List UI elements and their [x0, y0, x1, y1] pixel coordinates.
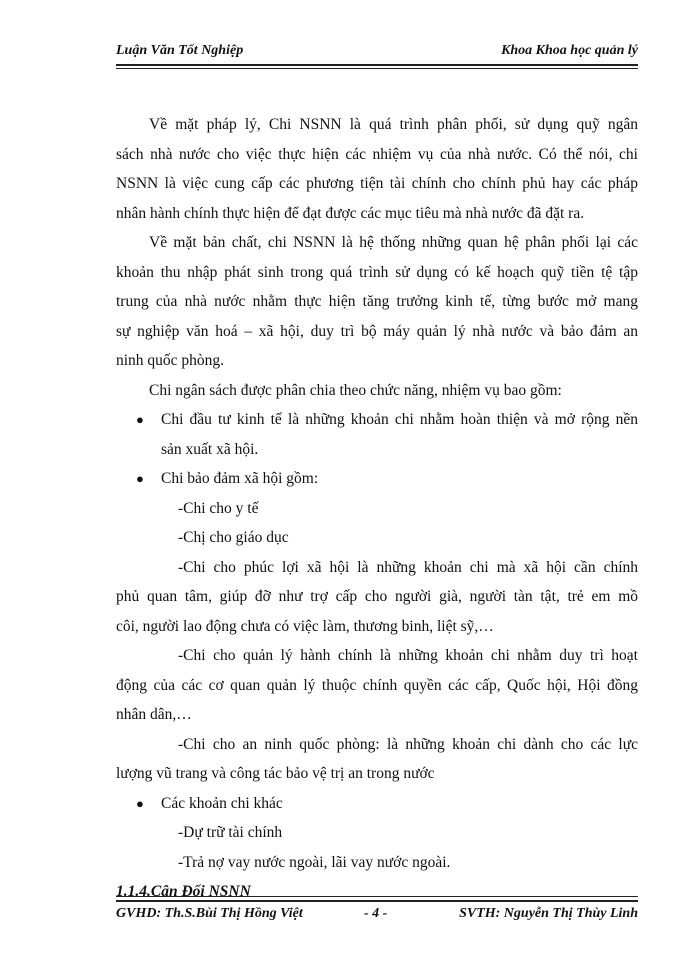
paragraph-line: sự nghiệp văn hoá – xã hội, duy trì bộ máy quản lý nhà nước và bảo đảm an [116, 322, 638, 340]
paragraph-line: ninh quốc phòng. [116, 352, 225, 369]
header-rule-thin [116, 68, 638, 69]
paragraph-line: nhân hành chính thực hiện để đạt được các mục tiêu mà nhà nước đã đặt ra. [116, 204, 585, 222]
header-faculty: Khoa Khoa học quản lý [501, 43, 638, 58]
sub-item-continued: nhân dân,… [116, 706, 192, 723]
paragraph-line: Về mặt pháp lý, Chi NSNN là quá trình phân phối, sử dụng quỹ ngân [149, 116, 638, 133]
sub-item-continued: động của các cơ quan quản lý thuộc chính quyền các cấp, Quốc hội, Hội đồng [116, 676, 638, 694]
bullet-item [116, 464, 638, 494]
sub-item-continued: phủ quan tâm, giúp đỡ như trợ cấp cho người già, người tàn tật, trẻ em mồ [116, 588, 638, 605]
bullet-text-continued: sản xuất xã hội. [161, 440, 259, 458]
bullet-icon: ● [136, 471, 144, 486]
sub-item: -Trả nợ vay nước ngoài, lãi vay nước ngoài. [178, 853, 451, 871]
page-number: - 4 - [364, 906, 388, 921]
section-heading: 1.1.4.Cân Đối NSNN [116, 883, 251, 900]
footer-rule-thin [116, 896, 638, 897]
bullet-text: Chi bảo đảm xã hội gồm: [161, 470, 319, 487]
sub-item-continued: lượng vũ trang và công tác bảo vệ trị an trong nước [116, 765, 435, 782]
bullet-icon: ● [136, 795, 144, 811]
footer-rule-thick [116, 900, 638, 902]
bullet-item [116, 405, 638, 435]
page-footer [116, 903, 638, 925]
page-header [116, 40, 638, 62]
sub-item: -Chi cho y tế [178, 499, 259, 517]
sub-item-continued: côi, người lao động chưa có việc làm, thương binh, liệt sỹ,… [116, 617, 494, 635]
paragraph-line: Chi ngân sách được phân chia theo chức năng, nhiệm vụ bao gồm: [149, 381, 562, 399]
bullet-text: Chi đầu tư kinh tế là những khoản chi nhằm hoàn thiện và mở rộng nền [161, 411, 638, 428]
bullet-icon: ● [136, 412, 144, 427]
paragraph-line: Về mặt bản chất, chi NSNN là hệ thống những quan hệ phân phối lại các [149, 234, 638, 251]
bullet-text: Các khoản chi khác [161, 794, 283, 812]
header-rule-thick [116, 64, 638, 66]
document-body [116, 110, 638, 907]
paragraph-line: NSNN là việc cung cấp các phương tiện tài chính cho chính phủ hay các pháp [116, 175, 638, 192]
sub-item: -Chi cho phúc lợi xã hội là những khoản chi mà xã hội cần chính [178, 558, 638, 576]
paragraph-line: sách nhà nước cho việc thực hiện các nhiệm vụ của nhà nước. Có thể nói, chi [116, 145, 638, 163]
sub-item: -Chi cho an ninh quốc phòng: là những khoản chi dành cho các lực [178, 735, 638, 753]
sub-item: -Chị cho giáo dục [178, 529, 289, 546]
footer-student: SVTH: Nguyễn Thị Thùy Linh [459, 906, 638, 921]
paragraph-line: trung của nhà nước nhằm thực hiện tăng trưởng kinh tế, từng bước mở mang [116, 293, 638, 310]
footer-supervisor: GVHD: Th.S.Bùi Thị Hồng Việt [116, 906, 303, 921]
paragraph-line: khoản thu nhập phát sinh trong quá trình sử dụng có kế hoạch quỹ tiền tệ tập [116, 263, 638, 281]
header-thesis-title: Luận Văn Tốt Nghiệp [116, 43, 244, 58]
sub-item: -Dự trữ tài chính [178, 824, 283, 841]
bullet-item [116, 789, 638, 819]
sub-item: -Chi cho quản lý hành chính là những khoản chi nhằm duy trì hoạt [178, 647, 638, 664]
